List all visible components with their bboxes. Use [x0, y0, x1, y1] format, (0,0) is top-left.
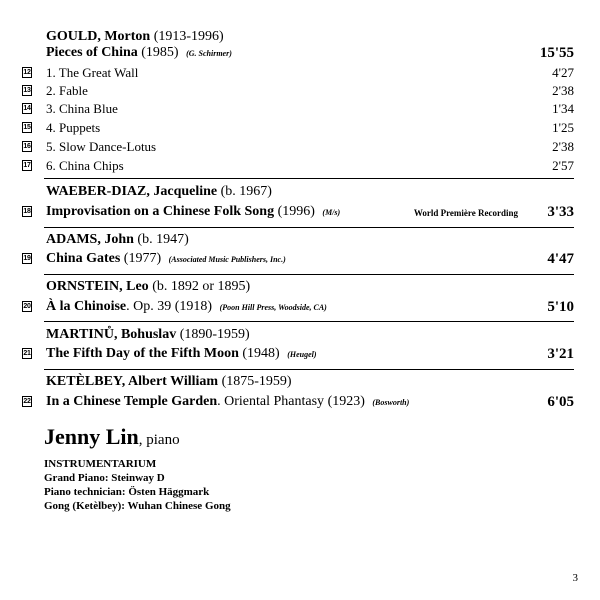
instrumentarium-line: Gong (Ketèlbey): Wuhan Chinese Gong	[44, 500, 231, 512]
work-title-main: À la Chinoise	[46, 299, 127, 314]
movement-title: 4. Puppets	[46, 120, 101, 135]
track-number: 16	[23, 143, 31, 150]
work-duration: 15'55	[539, 45, 574, 61]
section-divider	[44, 178, 574, 179]
work-title-main: Pieces of China	[46, 45, 138, 60]
track-number: 19	[23, 255, 31, 262]
composer-heading	[46, 374, 292, 390]
work-year: (1918)	[174, 299, 213, 314]
track-duration: 4'27	[552, 65, 574, 80]
work-duration: 5'10	[547, 299, 574, 315]
instrumentarium-line: Piano technician: Östen Häggmark	[44, 486, 210, 498]
instrumentarium	[44, 457, 231, 513]
work-year: (1985)	[141, 45, 179, 60]
performer-instrument: , piano	[138, 432, 180, 448]
work-title-sub: . Oriental Phantasy	[217, 394, 325, 409]
composer-heading	[46, 279, 250, 295]
work-duration: 3'21	[547, 346, 574, 362]
work-publisher: (G. Schirmer)	[186, 49, 232, 58]
track-number: 13	[23, 87, 31, 94]
track-number: 15	[23, 124, 31, 131]
composer-dates: (1875-1959)	[221, 374, 292, 389]
movement-title: 6. China Chips	[46, 158, 124, 173]
composer-name: MARTINŮ, Bohuslav	[46, 327, 177, 342]
instrumentarium-line: Grand Piano: Steinway D	[44, 472, 165, 484]
composer-dates: (1913-1996)	[153, 29, 224, 44]
track-duration: 1'34	[552, 101, 574, 116]
track-row[interactable]	[22, 345, 574, 363]
track-duration: 2'38	[552, 83, 574, 98]
track-duration: 2'38	[552, 139, 574, 154]
composer-name: GOULD, Morton	[46, 29, 151, 44]
section-divider	[44, 274, 574, 275]
composer-heading	[46, 184, 272, 200]
work-title-main: The Fifth Day of the Fifth Moon	[46, 346, 239, 361]
work-title	[46, 345, 317, 364]
work-duration: 4'47	[547, 251, 574, 267]
performer-name: Jenny Lin	[44, 424, 139, 449]
work-publisher: (Associated Music Publishers, Inc.)	[168, 255, 286, 264]
movement-title: 1. The Great Wall	[46, 65, 139, 80]
work-duration: 6'05	[547, 394, 574, 410]
composer-name: ORNSTEIN, Leo	[46, 279, 149, 294]
movement-title: 2. Fable	[46, 83, 88, 98]
track-number: 12	[23, 69, 31, 76]
composer-dates: (b. 1892 or 1895)	[152, 279, 251, 294]
track-row[interactable]	[22, 100, 574, 118]
track-row[interactable]	[22, 64, 574, 82]
composer-name: WAEBER-DIAZ, Jacqueline	[46, 184, 218, 199]
composer-dates: (1890-1959)	[179, 327, 250, 342]
instrumentarium-heading: INSTRUMENTARIUM	[44, 458, 157, 470]
work-publisher: (Heugel)	[287, 350, 317, 359]
track-number: 14	[23, 105, 31, 112]
track-duration: 1'25	[552, 120, 574, 135]
work-title-main: Improvisation on a Chinese Folk Song	[46, 204, 275, 219]
work-title-main: China Gates	[46, 251, 121, 266]
track-row[interactable]	[22, 298, 574, 316]
track-row[interactable]	[22, 250, 574, 268]
track-row[interactable]	[22, 119, 574, 137]
composer-heading	[46, 232, 189, 248]
composer-name: ADAMS, John	[46, 232, 134, 247]
composer-name: KETÈLBEY, Albert William	[46, 374, 219, 389]
track-number: 17	[23, 162, 31, 169]
premiere-note: World Première Recording	[413, 208, 518, 218]
work-title	[46, 203, 340, 222]
track-number: 21	[23, 350, 31, 357]
composer-dates: (b. 1947)	[137, 232, 189, 247]
track-row[interactable]	[22, 393, 574, 411]
movement-title: 3. China Blue	[46, 101, 118, 116]
composer-dates: (b. 1967)	[220, 184, 272, 199]
track-number: 22	[23, 398, 31, 405]
section-divider	[44, 227, 574, 228]
work-year: (1948)	[242, 346, 280, 361]
track-duration: 2'57	[552, 158, 574, 173]
work-year: (1996)	[277, 204, 315, 219]
work-publisher: (M/s)	[322, 208, 341, 217]
movement-title: 5. Slow Dance-Lotus	[46, 139, 157, 154]
work-duration: 3'33	[547, 204, 574, 220]
work-publisher: (Poon Hill Press, Woodside, CA)	[219, 303, 327, 312]
work-title-row	[22, 44, 574, 62]
work-title-sub: . Op. 39	[126, 299, 172, 314]
work-title	[46, 298, 327, 317]
work-year: (1923)	[327, 394, 365, 409]
work-publisher: (Bosworth)	[372, 398, 410, 407]
track-row[interactable]	[22, 203, 574, 221]
track-row[interactable]	[22, 157, 574, 175]
page-number: 3	[572, 572, 578, 584]
work-title	[46, 393, 409, 412]
track-number: 20	[23, 303, 31, 310]
work-title	[46, 44, 232, 63]
work-year: (1977)	[123, 251, 162, 266]
composer-heading	[46, 327, 250, 343]
work-title	[46, 250, 286, 269]
composer-heading	[46, 29, 224, 45]
section-divider	[44, 369, 574, 370]
track-row[interactable]	[22, 82, 574, 100]
track-row[interactable]	[22, 138, 574, 156]
work-title-main: In a Chinese Temple Garden	[46, 394, 218, 409]
performer-credit	[44, 424, 180, 450]
section-divider	[44, 321, 574, 322]
track-number: 18	[23, 208, 31, 215]
